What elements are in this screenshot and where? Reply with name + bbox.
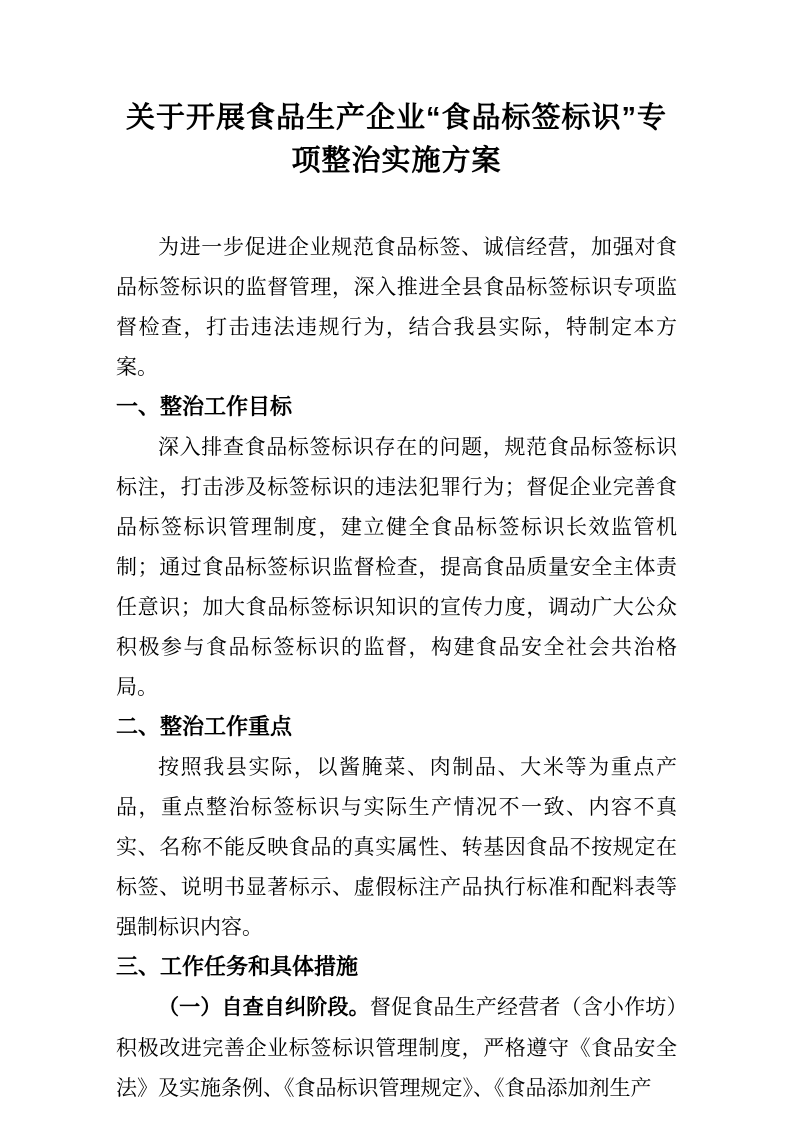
section-2-paragraph: 按照我县实际，以酱腌菜、肉制品、大米等为重点产品，重点整治标签标识与实际生产情况不一致、内容不真实、名称不能反映食品的真实属性、转基因食品不按规定在标签、说明书显著标示、虚假标注产品执行标准和配料表等强制标识内容。 bbox=[116, 755, 677, 939]
document-title: 关于开展食品生产企业“食品标签标识”专项整治实施方案 bbox=[125, 102, 667, 177]
section-heading-3: 三、工作任务和具体措施 bbox=[116, 954, 359, 979]
section-heading-1: 一、整治工作目标 bbox=[116, 394, 293, 419]
section-1-paragraph: 深入排查食品标签标识存在的问题，规范食品标签标识标注，打击涉及标签标识的违法犯罪行为；督促企业完善食品标签标识管理制度，建立健全食品标签标识长效监管机制；通过食品标签标识监督检查，提高食品质量安全主体责任意识；加大食品标签标识知识的宣传力度，调动广大公众积极参与食品标签标识的监督，构建食品安全社会共治格局。 bbox=[116, 435, 677, 699]
subitem-body-text: 督促食品生产经营者（含小作坊）积极改进完善企业标签标识管理制度，严格遵守《食品安全法》及实施条例、《食品标识管理规定》、《食品添加剂生产 bbox=[116, 995, 677, 1100]
intro-paragraph: 为进一步促进企业规范食品标签、诚信经营，加强对食品标签标识的监督管理，深入推进全县食品标签标识专项监督检查，打击违法违规行为，结合我县实际，特制定本方案。 bbox=[116, 235, 677, 379]
section-3-subitem-paragraph bbox=[116, 987, 677, 1108]
section-heading-2: 二、整治工作重点 bbox=[116, 714, 293, 739]
subitem-lead-bold: （一）自查自纠阶段。 bbox=[158, 996, 370, 1019]
